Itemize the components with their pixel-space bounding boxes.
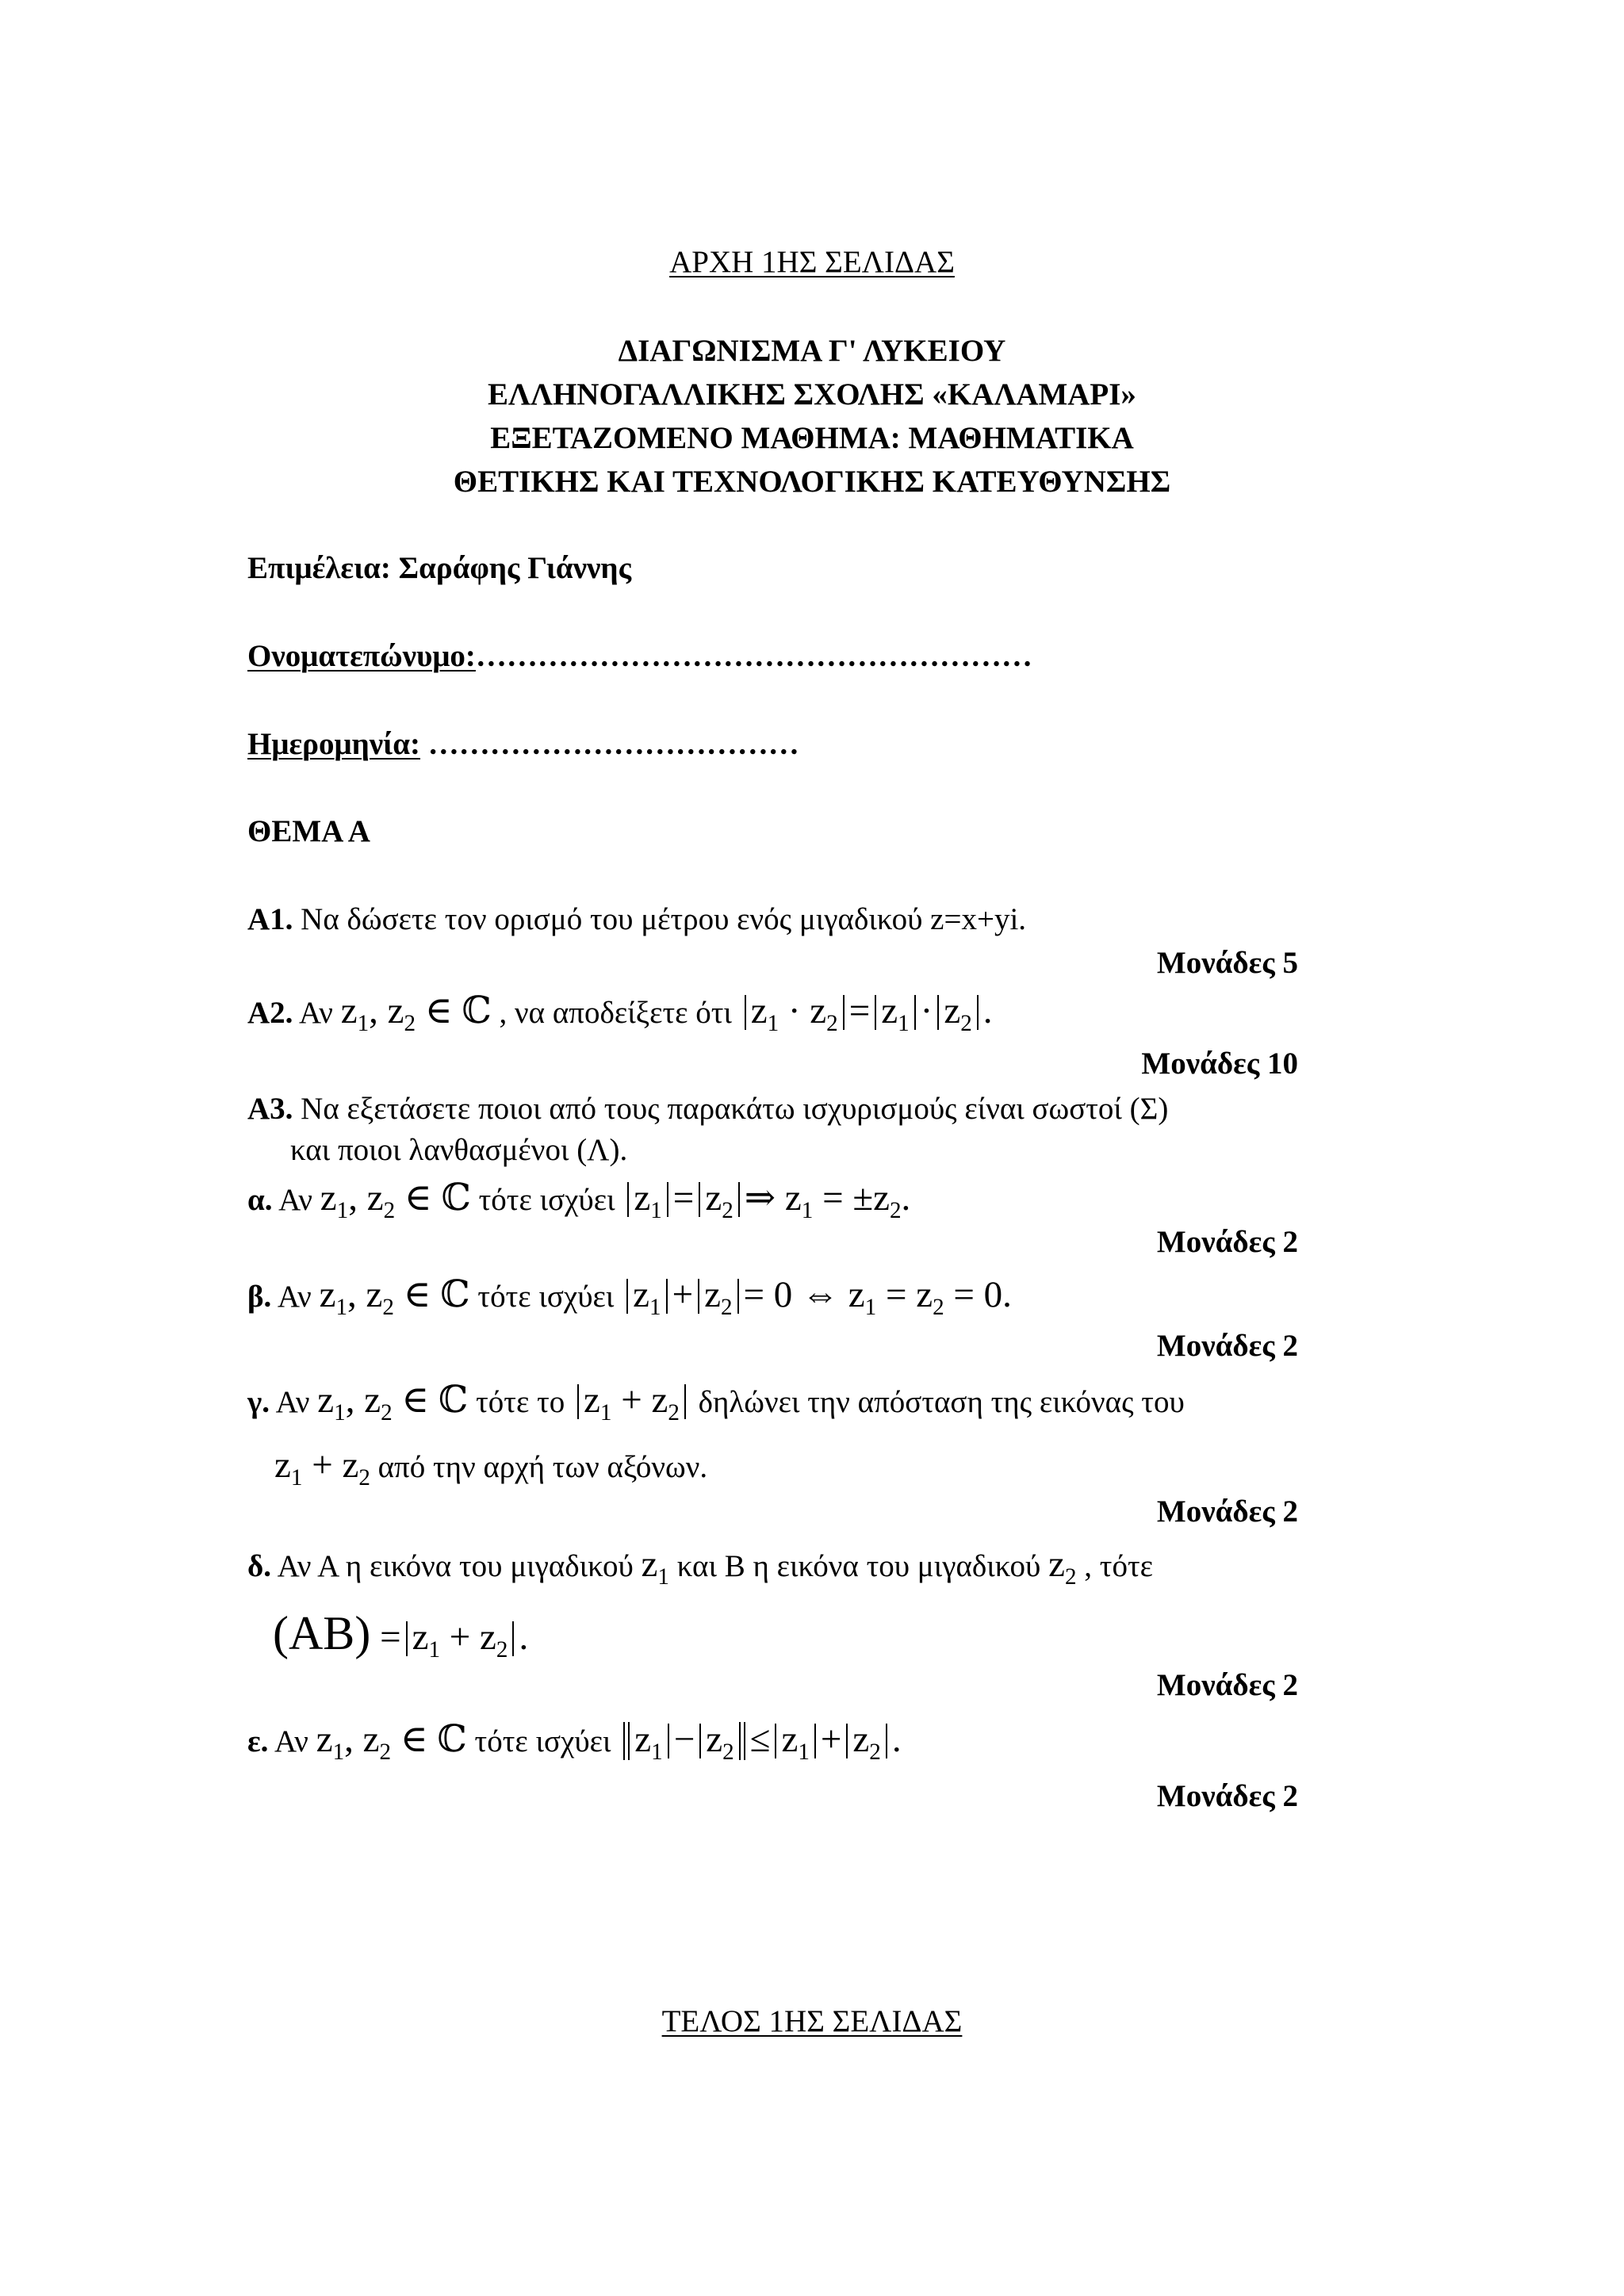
a2-label: Α2. xyxy=(247,996,293,1030)
delta-label: δ. xyxy=(247,1549,271,1583)
a2-text-mid: , να αποδείξετε ότι xyxy=(491,996,740,1030)
delta-text2: και Β η εικόνα του μιγαδικού xyxy=(668,1549,1049,1583)
delta-formula-ab: (AB) xyxy=(273,1607,371,1659)
section-title: ΘΕΜΑ Α xyxy=(247,814,370,848)
exam-title: ΔΙΑΓΩΝΙΣΜΑ Γ' ΛΥΚΕΙΟΥ xyxy=(618,334,1006,368)
delta-text3: , τότε xyxy=(1076,1549,1154,1583)
a2-text-start: Αν xyxy=(293,996,341,1030)
name-label: Ονοματεπώνυμο: xyxy=(247,639,476,673)
statement-delta xyxy=(247,1544,1154,1590)
alpha-formula: $z_1 = z_2$ ⇒ $z_1 = \pm z_2$. xyxy=(622,1177,910,1219)
gamma-text-end: δηλώνει την απόσταση της εικόνας του xyxy=(690,1385,1185,1419)
statement-alpha xyxy=(247,1177,911,1224)
track-line: ΘΕΤΙΚΗΣ ΚΑΙ ΤΕΧΝΟΛΟΓΙΚΗΣ ΚΑΤΕΥΘΥΝΣΗΣ xyxy=(453,465,1171,499)
editor-line: Επιμέλεια: Σαράφης Γιάννης xyxy=(247,551,632,585)
epsilon-formula-set: $z_1$, $z_2$ ∈ ℂ xyxy=(316,1719,467,1766)
a1-text: Να δώσετε τον ορισμό του μέτρου ενός μιγαδικού z=x+yi. xyxy=(293,902,1027,936)
gamma-formula-sum: $z_1 + z_2$ xyxy=(274,1445,370,1491)
question-a2 xyxy=(247,990,993,1037)
beta-text: Αν xyxy=(271,1280,320,1314)
delta-text1: Αν Α η εικόνα του μιγαδικού xyxy=(271,1549,642,1583)
a1-points: Μονάδες 5 xyxy=(1156,946,1298,980)
epsilon-points: Μονάδες 2 xyxy=(1156,1779,1298,1813)
gamma-formula-modulus: $z_1 + z_2$ xyxy=(573,1380,691,1421)
a2-formula-product: $z_1 \cdot z_2 = z_1 \cdot z_2$ . xyxy=(740,990,993,1031)
gamma-points: Μονάδες 2 xyxy=(1156,1494,1298,1529)
statement-gamma-line2 xyxy=(274,1445,708,1491)
beta-label: β. xyxy=(247,1280,272,1314)
a1-label: Α1. xyxy=(247,902,293,936)
gamma-label: γ. xyxy=(247,1385,270,1419)
alpha-text-mid: τότε ισχύει xyxy=(470,1183,623,1217)
beta-formula-set: $z_1$, $z_2$ ∈ ℂ xyxy=(319,1274,470,1321)
delta-formula-modulus: = $z_1 + z_2$ . xyxy=(370,1617,529,1663)
delta-z1: $z_1$ xyxy=(641,1544,669,1590)
question-a3 xyxy=(247,1093,1168,1124)
name-dots: ……………………………………………… xyxy=(475,639,1032,673)
a3-text-line2: και ποιοι λανθασμένοι (Λ). xyxy=(290,1133,628,1167)
name-field xyxy=(247,641,1032,672)
alpha-points: Μονάδες 2 xyxy=(1156,1225,1298,1259)
delta-z2: $z_2$ xyxy=(1048,1544,1077,1590)
date-label: Ημερομηνία: xyxy=(247,727,421,761)
subject-line: ΕΞΕΤΑΖΟΜΕΝΟ ΜΑΘΗΜΑ: ΜΑΘΗΜΑΤΙΚΑ xyxy=(490,421,1134,455)
alpha-label: α. xyxy=(247,1183,273,1217)
epsilon-text-mid: τότε ισχύει xyxy=(466,1724,619,1758)
a2-points: Μονάδες 10 xyxy=(1141,1047,1298,1081)
a3-label: Α3. xyxy=(247,1092,293,1126)
date-field xyxy=(247,729,799,760)
question-a1 xyxy=(247,904,1026,935)
gamma-formula-set: $z_1$, $z_2$ ∈ ℂ xyxy=(317,1380,469,1426)
statement-beta xyxy=(247,1274,1012,1321)
statement-gamma xyxy=(247,1380,1185,1426)
gamma-text-mid: τότε το xyxy=(468,1385,573,1419)
alpha-formula-set: $z_1$, $z_2$ ∈ ℂ xyxy=(320,1177,471,1224)
delta-formula xyxy=(273,1607,529,1663)
epsilon-text: Αν xyxy=(268,1724,316,1758)
a2-formula-set: $z_1$, $z_2$ ∈ ℂ xyxy=(340,990,492,1037)
beta-formula: $z_1 + z_2 = 0$ ⇔ $z_1 = z_2 = 0$. xyxy=(622,1274,1012,1315)
beta-text-mid: τότε ισχύει xyxy=(469,1280,622,1314)
delta-points: Μονάδες 2 xyxy=(1156,1668,1298,1702)
school-name: ΕΛΛΗΝΟΓΑΛΛΙΚΗΣ ΣΧΟΛΗΣ «ΚΑΛΑΜΑΡΙ» xyxy=(488,377,1136,411)
epsilon-formula: $z_1 - z_2 \le z_1 + z_2$ . xyxy=(619,1719,901,1760)
alpha-text: Αν xyxy=(272,1183,320,1217)
beta-points: Μονάδες 2 xyxy=(1156,1329,1298,1363)
page-end-footer: ΤΕΛΟΣ 1ΗΣ ΣΕΛΙΔΑΣ xyxy=(661,2004,963,2038)
date-dots: ……………………………… xyxy=(420,727,799,761)
epsilon-label: ε. xyxy=(247,1724,269,1758)
gamma-text: Αν xyxy=(270,1385,318,1419)
statement-epsilon xyxy=(247,1719,902,1766)
page-start-header: ΑΡΧΗ 1ΗΣ ΣΕΛΙΔΑΣ xyxy=(669,245,955,279)
a3-text-line1: Να εξετάσετε ποιοι από τους παρακάτω ισχυρισμούς είναι σωστοί (Σ) xyxy=(293,1092,1169,1126)
gamma-line2-text: από την αρχή των αξόνων. xyxy=(370,1450,708,1484)
